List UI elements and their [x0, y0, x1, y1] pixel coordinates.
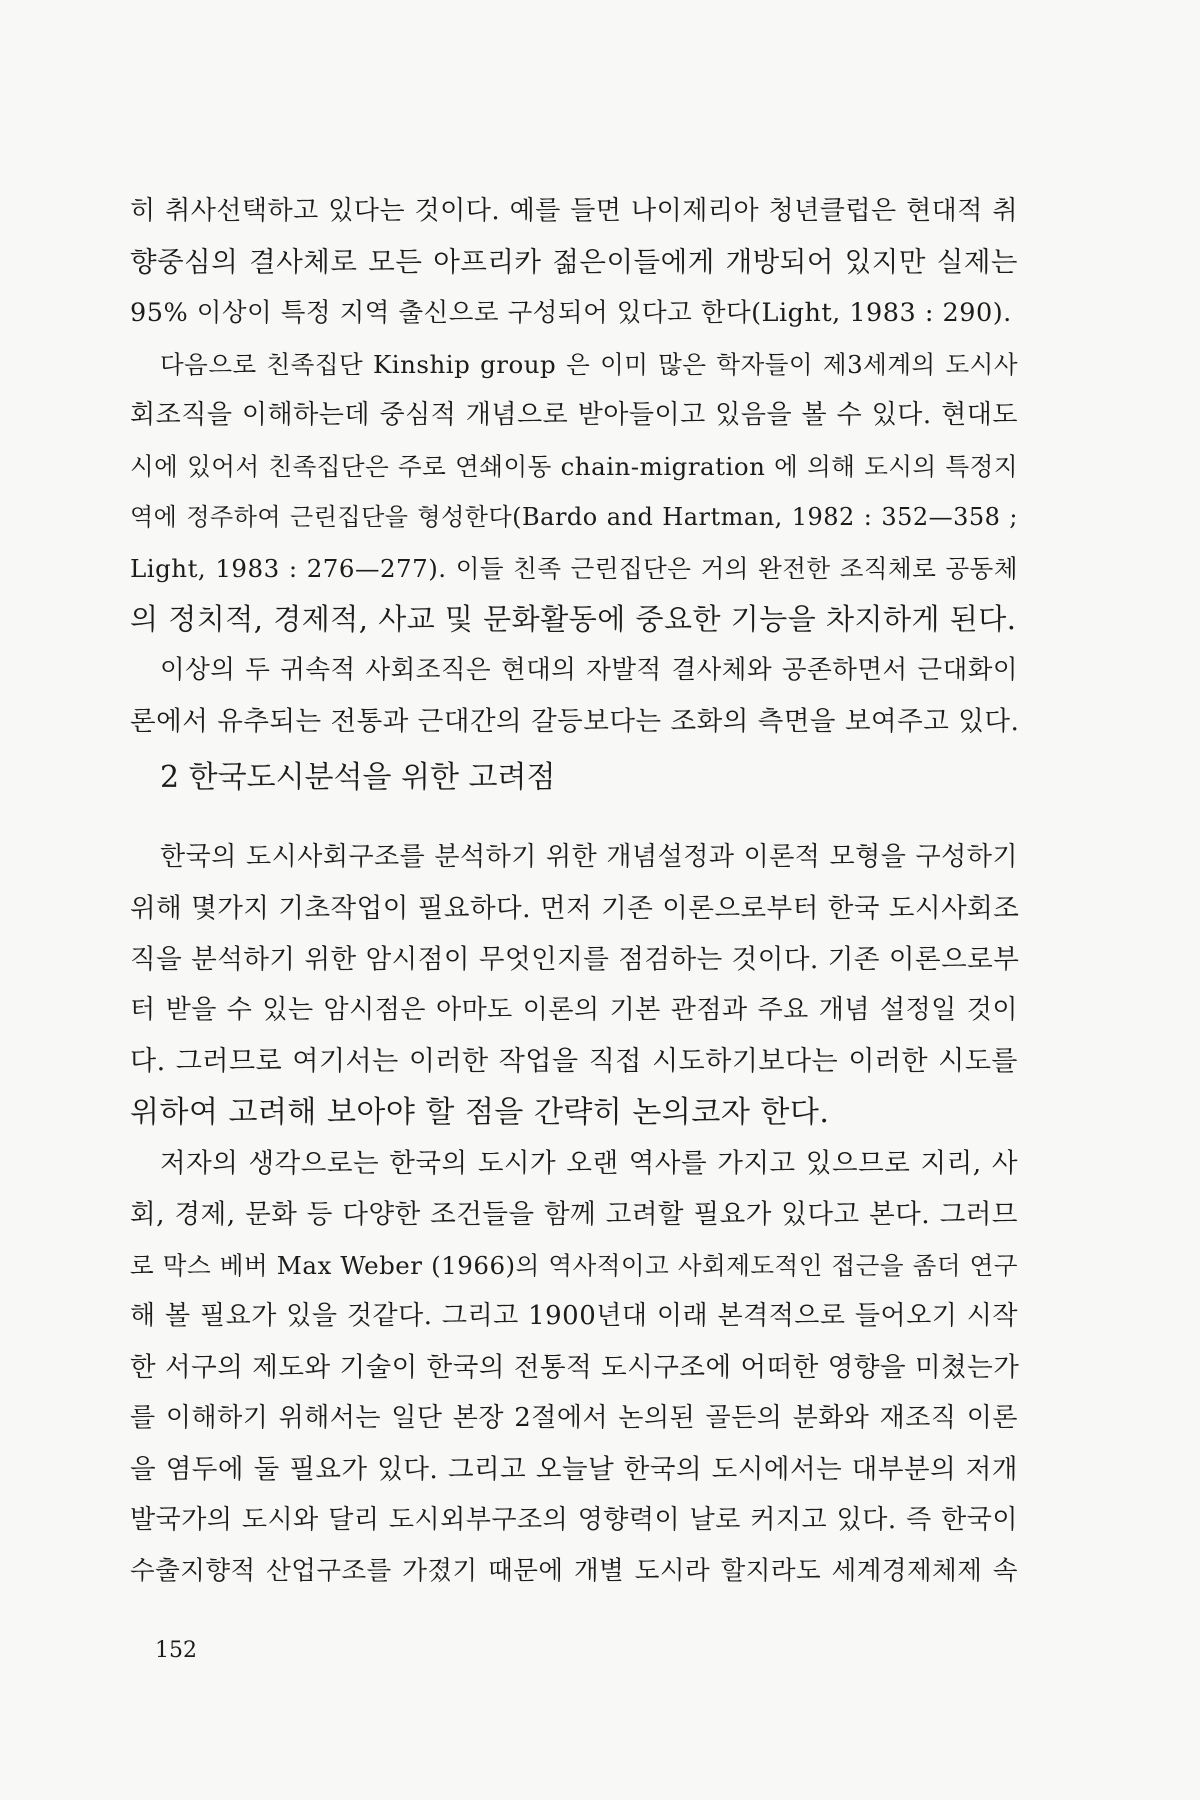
text-line: 터 받을 수 있는 암시점은 아마도 이론의 기본 관점과 주요 개념 설정일 것이: [130, 995, 1018, 1025]
body-text-main: [130, 832, 1018, 1597]
text-line: 시에 있어서 친족집단은 주로 연쇄이동 chain-migration 에 의해 도시의 특정지: [130, 452, 1018, 481]
section-heading: 2 한국도시분석을 위한 고려점: [160, 760, 556, 795]
text-line: 저자의 생각으로는 한국의 도시가 오랜 역사를 가지고 있으므로 지리, 사: [160, 1148, 1018, 1179]
text-line: 다. 그러므로 여기서는 이러한 작업을 직접 시도하기보다는 이러한 시도를: [130, 1046, 1018, 1077]
text-line: 로 막스 베버 Max Weber (1966)의 역사적이고 사회제도적인 접근을 좀더 연구: [130, 1251, 1018, 1280]
text-line: 위하여 고려해 보아야 할 점을 간략히 논의코자 한다.: [130, 1095, 830, 1130]
text-line: 해 볼 필요가 있을 것같다. 그리고 1900년대 이래 본격적으로 들어오기 시작: [130, 1301, 1018, 1331]
page-number: 152: [155, 1638, 197, 1663]
text-line: 95% 이상이 특정 지역 출신으로 구성되어 있다고 한다(Light, 1983 : 290).: [130, 298, 1012, 328]
text-line: 수출지향적 산업구조를 가졌기 때문에 개별 도시라 할지라도 세계경제체제 속: [130, 1556, 1018, 1586]
text-line: 직을 분석하기 위한 암시점이 무엇인지를 점검하는 것이다. 기존 이론으로부: [130, 944, 1020, 975]
text-line: 회조직을 이해하는데 중심적 개념으로 받아들이고 있음을 볼 수 있다. 현대도: [130, 400, 1018, 430]
text-line: 한 서구의 제도와 기술이 한국의 전통적 도시구조에 어떠한 영향을 미쳤는가: [130, 1352, 1020, 1383]
text-line: 의 정치적, 경제적, 사교 및 문화활동에 중요한 기능을 차지하게 된다.: [130, 602, 1017, 636]
text-line: 을 염두에 둘 필요가 있다. 그리고 오늘날 한국의 도시에서는 대부분의 저개: [130, 1454, 1018, 1485]
text-line: 론에서 유추되는 전통과 근대간의 갈등보다는 조화의 측면을 보여주고 있다.: [130, 706, 1020, 737]
text-line: 회, 경제, 문화 등 다양한 조건들을 함께 고려할 필요가 있다고 본다. 그러므: [130, 1199, 1018, 1230]
text-line: 히 취사선택하고 있다는 것이다. 예를 들면 나이제리아 청년클럽은 현대적 취: [130, 196, 1018, 226]
text-line: 향중심의 결사체로 모든 아프리카 젊은이들에게 개방되어 있지만 실제는: [130, 246, 1018, 278]
text-line: 위해 몇가지 기초작업이 필요하다. 먼저 기존 이론으로부터 한국 도시사회조: [130, 893, 1020, 924]
body-text-top: [130, 186, 1018, 747]
text-line: 다음으로 친족집단 Kinship group 은 이미 많은 학자들이 제3세계의 도시사: [160, 350, 1018, 379]
text-line: 를 이해하기 위해서는 일단 본장 2절에서 논의된 골든의 분화와 재조직 이론: [130, 1403, 1018, 1433]
text-line: 발국가의 도시와 달리 도시외부구조의 영향력이 날로 커지고 있다. 즉 한국이: [130, 1505, 1018, 1535]
text-line: 한국의 도시사회구조를 분석하기 위한 개념설정과 이론적 모형을 구성하기: [160, 842, 1018, 872]
text-line: 이상의 두 귀속적 사회조직은 현대의 자발적 결사체와 공존하면서 근대화이: [160, 655, 1018, 685]
text-line: Light, 1983 : 276—277). 이들 친족 근린집단은 거의 완전한 조직체로 공동체: [130, 554, 1018, 583]
text-line: 역에 정주하여 근린집단을 형성한다(Bardo and Hartman, 1982 : 352—358 ;: [130, 503, 1018, 531]
